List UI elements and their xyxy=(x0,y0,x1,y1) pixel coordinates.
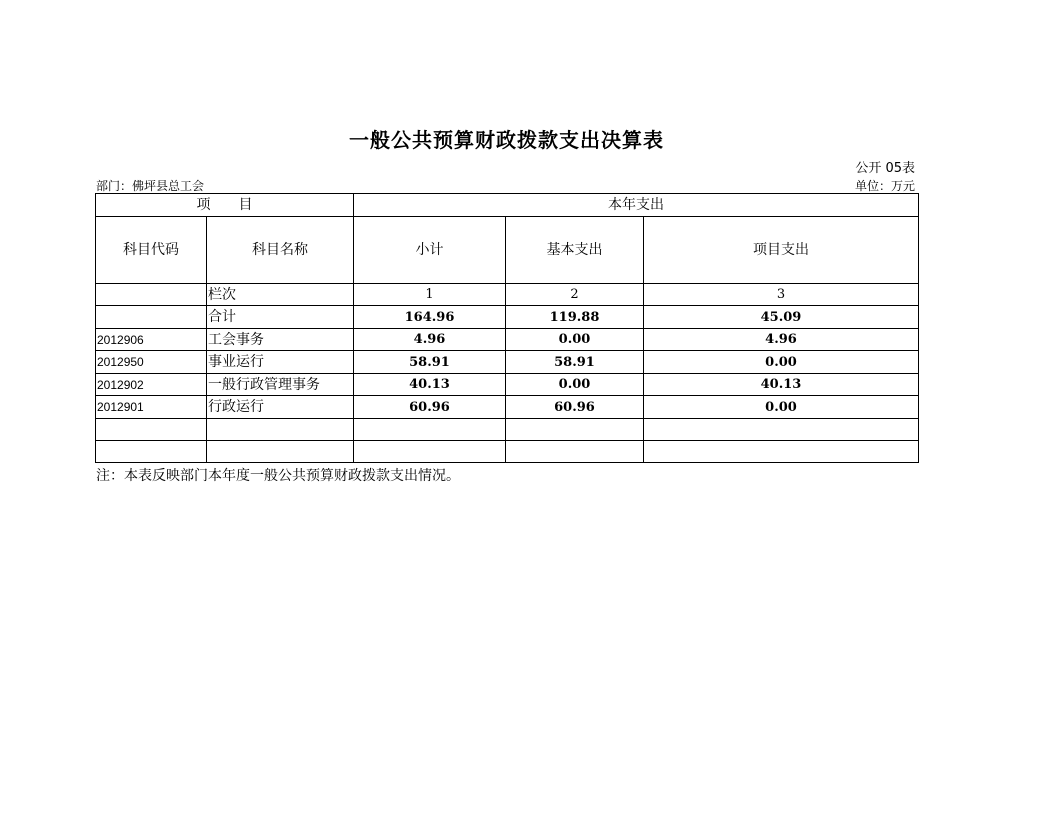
empty-cell xyxy=(96,419,207,441)
row-basic: 58.91 xyxy=(506,351,644,374)
total-row xyxy=(96,306,919,329)
row-name: 行政运行 xyxy=(207,396,354,419)
empty-cell xyxy=(354,441,506,463)
row-name: 工会事务 xyxy=(207,329,354,351)
row-subtotal: 60.96 xyxy=(354,396,506,419)
header-row-top xyxy=(96,194,919,217)
budget-table xyxy=(95,193,919,463)
row-subtotal: 4.96 xyxy=(354,329,506,351)
row-code: 2012902 xyxy=(96,374,207,396)
department-label: 部门：佛坪县总工会 xyxy=(96,179,205,193)
column-index-2: 2 xyxy=(506,284,644,306)
total-label: 合计 xyxy=(207,306,354,329)
row-code: 2012901 xyxy=(96,396,207,419)
empty-cell xyxy=(96,441,207,463)
row-basic: 0.00 xyxy=(506,374,644,396)
column-index-1: 1 xyxy=(354,284,506,306)
column-index-row xyxy=(96,284,919,306)
empty-cell xyxy=(644,419,919,441)
total-project-expense: 45.09 xyxy=(644,306,919,329)
form-number: 公开 05表 xyxy=(855,161,915,176)
row-project-expense: 0.00 xyxy=(644,396,919,419)
row-project-expense: 40.13 xyxy=(644,374,919,396)
row-subtotal: 58.91 xyxy=(354,351,506,374)
header-name: 科目名称 xyxy=(207,217,354,284)
empty-row xyxy=(96,441,919,463)
row-project-expense: 4.96 xyxy=(644,329,919,351)
row-subtotal: 40.13 xyxy=(354,374,506,396)
table-row xyxy=(96,351,919,374)
row-name: 事业运行 xyxy=(207,351,354,374)
column-index-label: 栏次 xyxy=(207,284,354,306)
header-code: 科目代码 xyxy=(96,217,207,284)
header-project-expense: 项目支出 xyxy=(644,217,919,284)
row-basic: 0.00 xyxy=(506,329,644,351)
row-basic: 60.96 xyxy=(506,396,644,419)
row-project-expense: 0.00 xyxy=(644,351,919,374)
header-subtotal: 小计 xyxy=(354,217,506,284)
row-name: 一般行政管理事务 xyxy=(207,374,354,396)
unit-label: 单位：万元 xyxy=(854,179,915,193)
table-row xyxy=(96,329,919,351)
column-index-blank xyxy=(96,284,207,306)
empty-cell xyxy=(207,419,354,441)
total-basic: 119.88 xyxy=(506,306,644,329)
empty-cell xyxy=(354,419,506,441)
header-project: 项 目 xyxy=(96,194,354,217)
table-row xyxy=(96,374,919,396)
table-row xyxy=(96,396,919,419)
empty-row xyxy=(96,419,919,441)
row-code: 2012950 xyxy=(96,351,207,374)
total-blank xyxy=(96,306,207,329)
row-code: 2012906 xyxy=(96,329,207,351)
header-current-year-expense: 本年支出 xyxy=(354,194,919,217)
empty-cell xyxy=(506,441,644,463)
empty-cell xyxy=(644,441,919,463)
column-index-3: 3 xyxy=(644,284,919,306)
empty-cell xyxy=(506,419,644,441)
header-row-columns xyxy=(96,217,919,284)
header-basic: 基本支出 xyxy=(506,217,644,284)
footnote: 注：本表反映部门本年度一般公共预算财政拨款支出情况。 xyxy=(96,468,460,484)
total-subtotal: 164.96 xyxy=(354,306,506,329)
page-title: 一般公共预算财政拨款支出决算表 xyxy=(349,128,664,152)
empty-cell xyxy=(207,441,354,463)
